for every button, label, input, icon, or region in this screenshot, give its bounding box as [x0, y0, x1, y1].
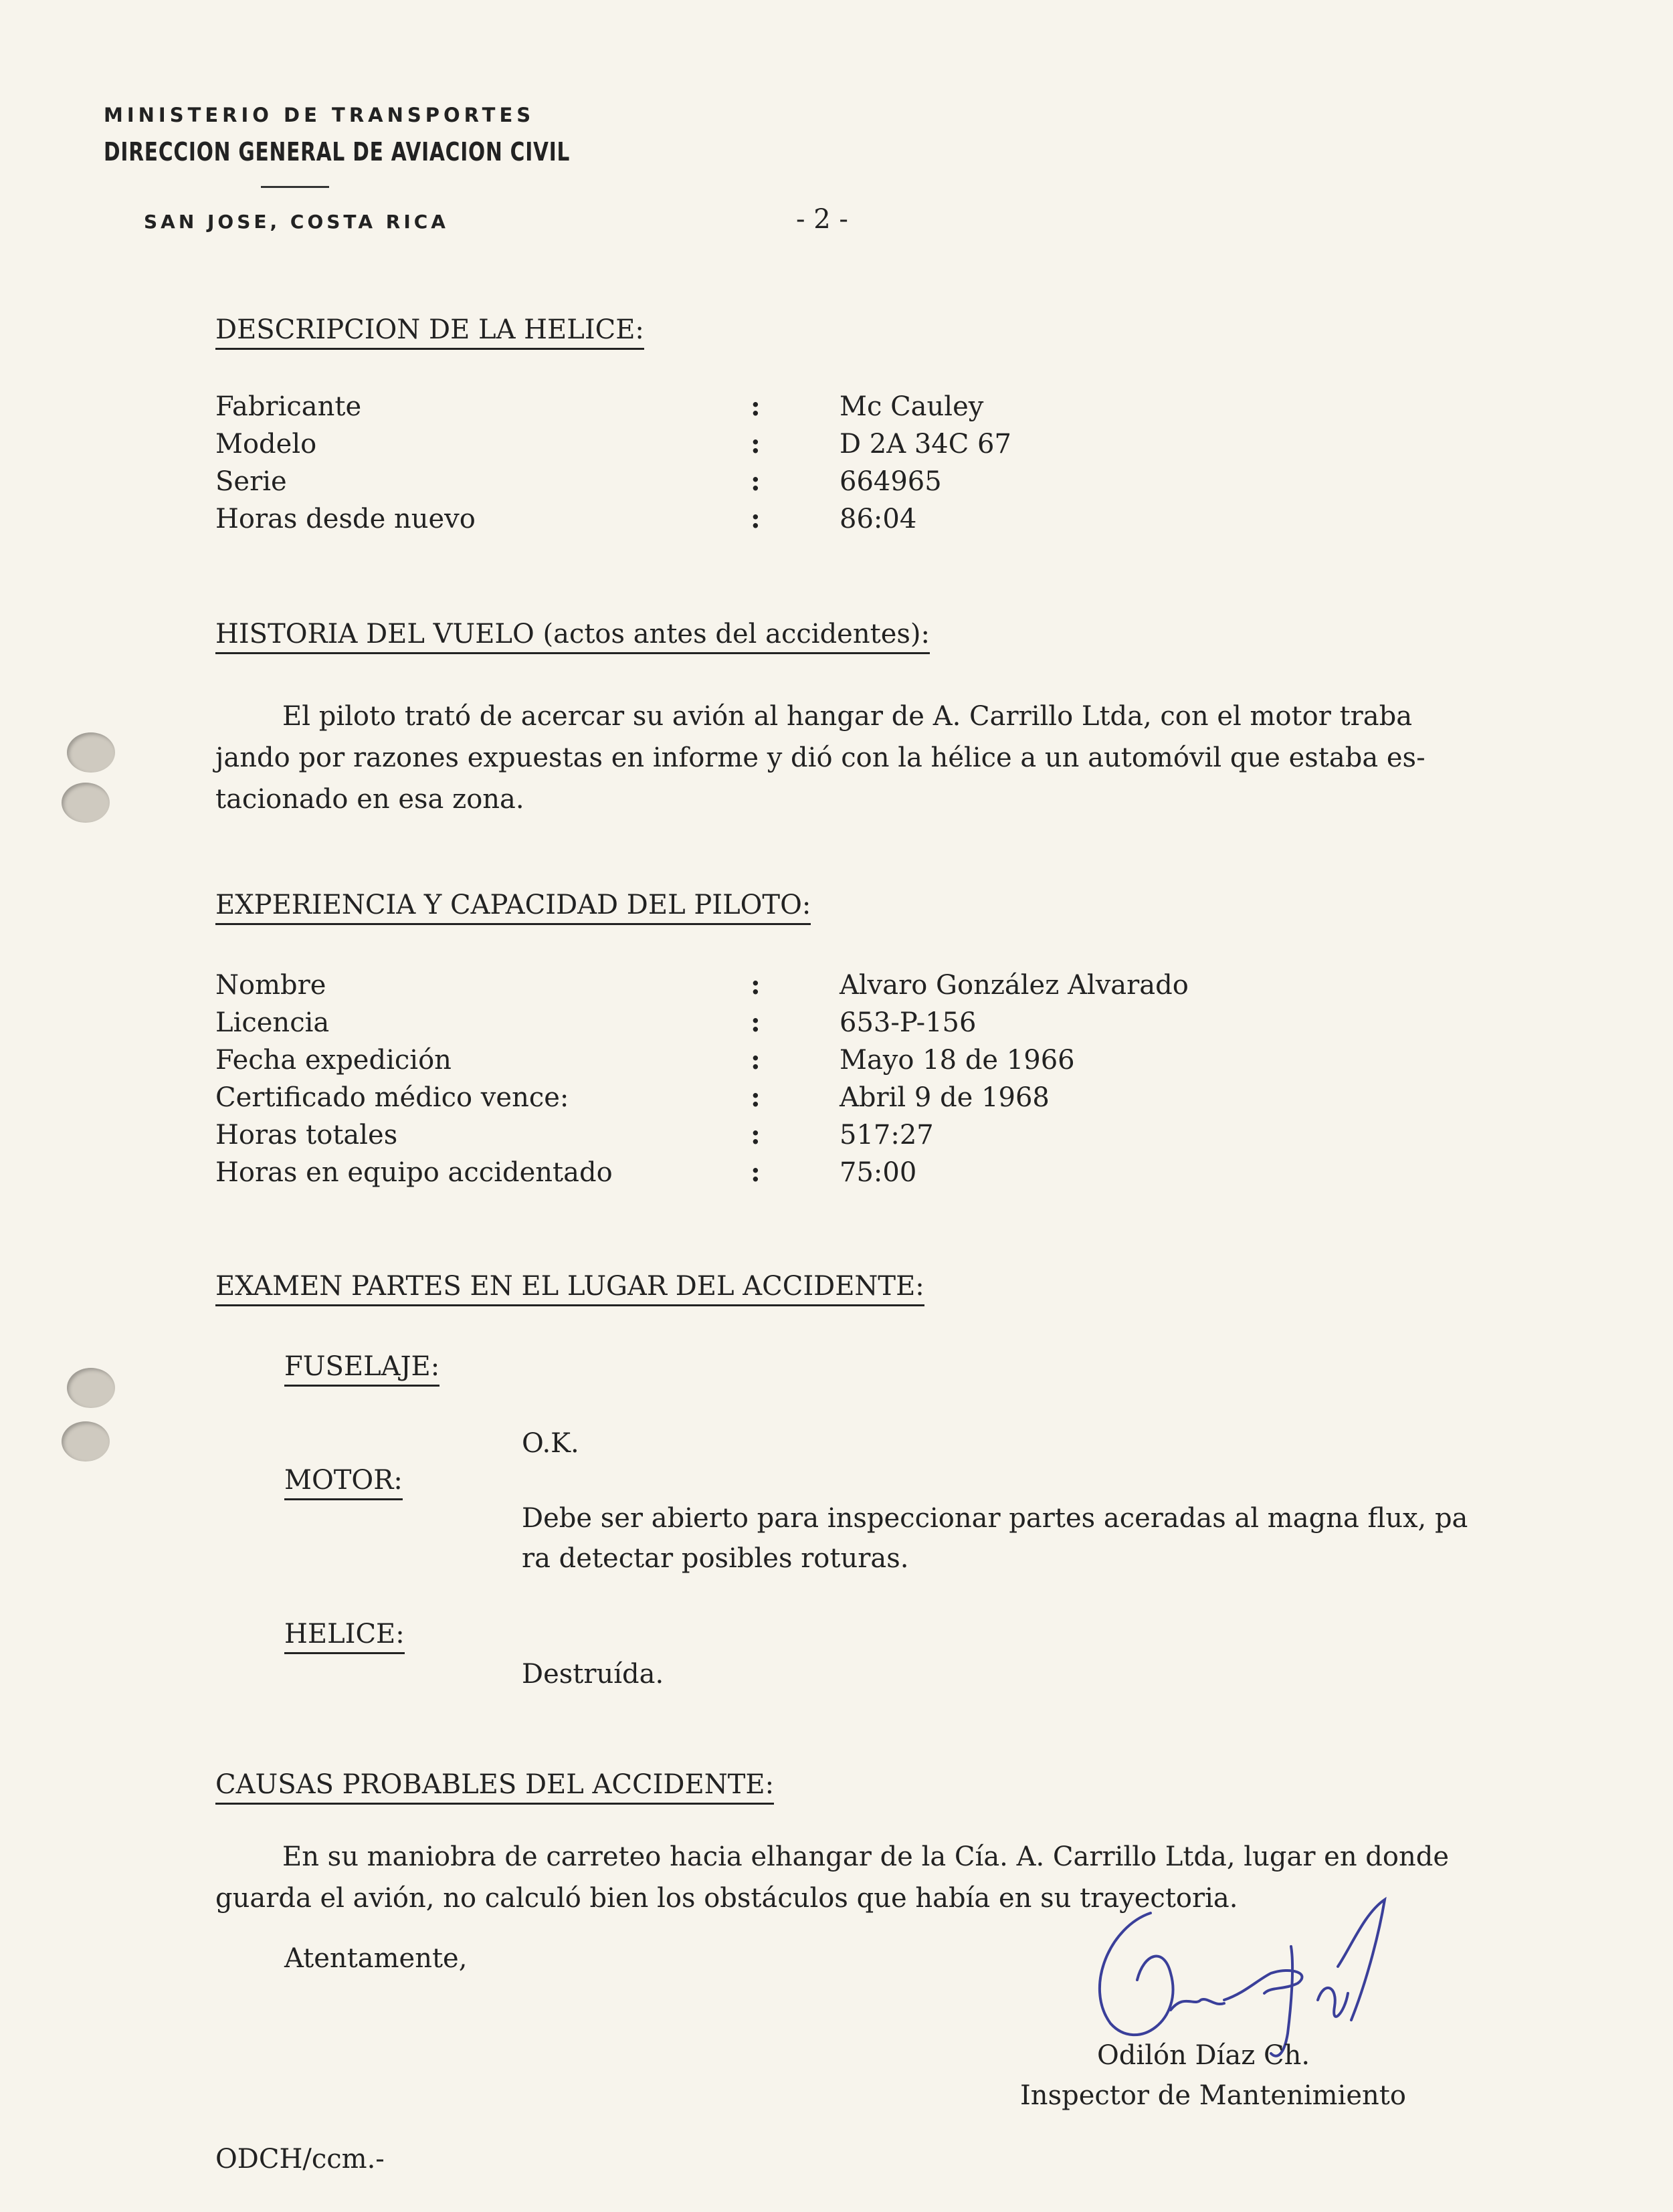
- propeller-value: 86:04: [840, 504, 917, 534]
- pilot-value: Alvaro González Alvarado: [840, 970, 1189, 1001]
- propeller-label: Modelo: [215, 429, 317, 460]
- paragraph-line: En su maniobra de carreteo hacia elhangar de la Cía. A. Carrillo Ltda, lugar en donde: [282, 1841, 1450, 1872]
- pilot-label: Horas en equipo accidentado: [215, 1157, 613, 1188]
- flight-history-paragraph: [215, 696, 1557, 820]
- motor-line: ra detectar posibles roturas.: [522, 1543, 909, 1574]
- propeller-labels: [215, 388, 476, 538]
- pilot-heading: EXPERIENCIA Y CAPACIDAD DEL PILOTO:: [215, 890, 811, 925]
- exam-heading: EXAMEN PARTES EN EL LUGAR DEL ACCIDENTE:: [215, 1271, 924, 1306]
- propeller-value: Mc Cauley: [840, 391, 984, 422]
- pilot-label: Nombre: [215, 970, 326, 1001]
- propeller-label: Horas desde nuevo: [215, 504, 476, 534]
- motor-label: MOTOR:: [284, 1465, 403, 1500]
- letterhead-location: SAN JOSE, COSTA RICA: [144, 211, 449, 233]
- fuselage-label: FUSELAJE:: [284, 1351, 439, 1387]
- pilot-values: [840, 967, 1189, 1191]
- pilot-value: Mayo 18 de 1966: [840, 1045, 1075, 1076]
- propeller-value: D 2A 34C 67: [840, 429, 1011, 460]
- punch-hole-1: [67, 732, 115, 773]
- paragraph-line: El piloto trató de acercar su avión al hangar de A. Carrillo Ltda, con el motor traba: [282, 701, 1413, 732]
- punch-hole-3: [67, 1368, 115, 1408]
- punch-hole-2: [62, 783, 110, 823]
- paragraph-line: tacionado en esa zona.: [215, 784, 524, 815]
- reference-initials: ODCH/ccm.-: [215, 2144, 385, 2175]
- pilot-value: 517:27: [840, 1120, 934, 1150]
- propeller-value: 664965: [840, 466, 942, 497]
- signer-name: Odilón Díaz Ch.: [1097, 2040, 1310, 2071]
- propeller-heading: DESCRIPCION DE LA HELICE:: [215, 314, 644, 350]
- pilot-label: Certificado médico vence:: [215, 1082, 569, 1113]
- propeller-colons: : : : :: [751, 391, 761, 534]
- propeller-damage-label: HELICE:: [284, 1619, 405, 1654]
- propeller-values: [840, 388, 1011, 538]
- letterhead-ministry: MINISTERIO DE TRANSPORTES: [104, 104, 535, 126]
- page-number: - 2 -: [796, 204, 848, 235]
- pilot-value: 75:00: [840, 1157, 917, 1188]
- pilot-value: 653-P-156: [840, 1007, 977, 1038]
- pilot-label: Licencia: [215, 1007, 330, 1038]
- motor-description: [522, 1498, 1468, 1579]
- causes-heading: CAUSAS PROBABLES DEL ACCIDENTE:: [215, 1769, 774, 1805]
- letterhead-divider: [261, 186, 329, 188]
- paragraph-line: guarda el avión, no calculó bien los obstáculos que había en su trayectoria.: [215, 1883, 1238, 1914]
- pilot-label: Fecha expedición: [215, 1045, 452, 1076]
- pilot-value: Abril 9 de 1968: [840, 1082, 1050, 1113]
- punch-hole-4: [62, 1421, 110, 1462]
- propeller-label: Serie: [215, 466, 287, 497]
- paragraph-line: jando por razones expuestas en informe y dió con la hélice a un automóvil que estaba es-: [215, 742, 1425, 773]
- pilot-label: Horas totales: [215, 1120, 398, 1150]
- pilot-colons: : : : : : :: [751, 969, 761, 1188]
- letterhead-directorate: DIRECCION GENERAL DE AVIACION CIVIL: [104, 137, 571, 167]
- propeller-damage-value: Destruída.: [522, 1659, 664, 1690]
- signer-title: Inspector de Mantenimiento: [1020, 2080, 1406, 2111]
- flight-history-heading: HISTORIA DEL VUELO (actos antes del accidentes):: [215, 619, 930, 654]
- fuselage-value: O.K.: [522, 1428, 579, 1459]
- propeller-label: Fabricante: [215, 391, 362, 422]
- pilot-labels: [215, 967, 613, 1191]
- motor-line: Debe ser abierto para inspeccionar partes aceradas al magna flux, pa: [522, 1503, 1468, 1534]
- salutation: Atentamente,: [284, 1943, 468, 1974]
